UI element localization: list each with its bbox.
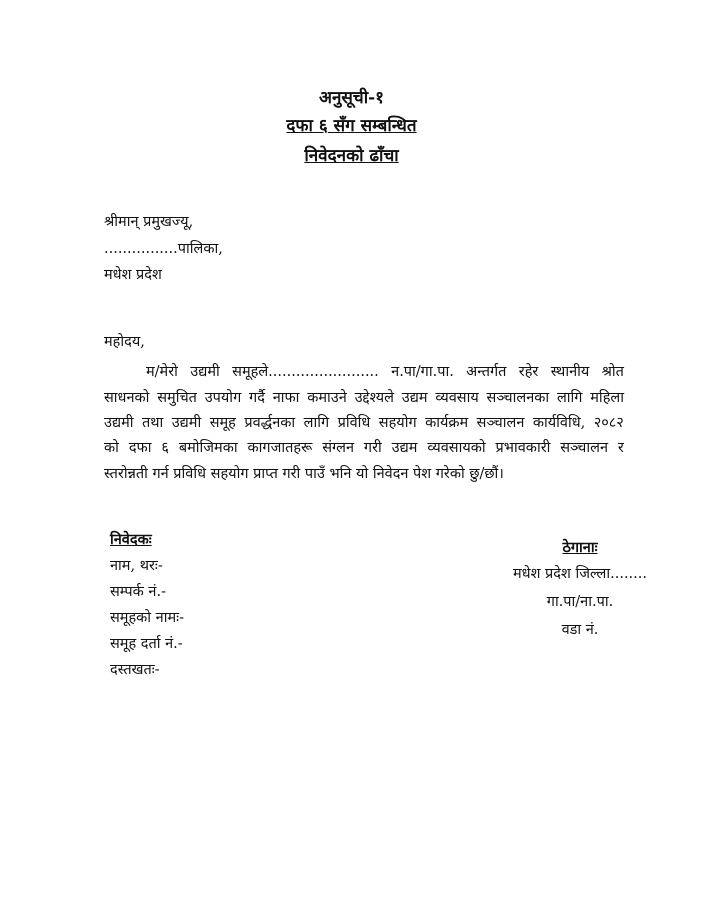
body-word: नाफा bbox=[272, 390, 300, 406]
body-word: लागि bbox=[556, 390, 583, 406]
applicant-title: निवेदकः bbox=[110, 531, 152, 548]
body-word: सञ्चालन bbox=[476, 415, 525, 431]
ward-line: वडा नं. bbox=[561, 622, 599, 638]
annex-heading bbox=[0, 86, 703, 110]
body-word: कार्यविधि, bbox=[532, 415, 586, 431]
province-line: मधेश प्रदेश bbox=[104, 267, 162, 283]
body-word: कागजातहरू bbox=[247, 440, 313, 456]
contact-field-label: सम्पर्क नं.- bbox=[110, 584, 166, 600]
body-word: गरी bbox=[363, 440, 382, 456]
body-word: उद्यम bbox=[391, 440, 418, 456]
section-reference: दफा ६ सँग सम्बन्धित bbox=[286, 116, 417, 136]
body-word: कार्यक्रम bbox=[425, 415, 469, 431]
body-word: ६ bbox=[161, 440, 169, 456]
group-name-field-label: समूहको नामः- bbox=[110, 610, 184, 626]
group-reg-field-label: समूह दर्ता नं.- bbox=[110, 636, 183, 652]
body-word: व्यवसाय bbox=[435, 390, 479, 406]
signature-field-label: दस्तखतः- bbox=[110, 662, 160, 678]
body-word: गर्दै bbox=[249, 390, 265, 406]
body-word: को bbox=[104, 440, 119, 456]
form-title-heading bbox=[0, 144, 703, 168]
body-word: न.पा/गा.पा. bbox=[391, 364, 454, 380]
address-block bbox=[490, 538, 670, 648]
body-line-5: स्तरोन्नती गर्न प्रविधि सहयोग प्राप्त गरी पाउँ भनि यो निवेदन पेश गरेको छु/छौं। bbox=[104, 466, 504, 482]
body-word: बमोजिमका bbox=[178, 440, 238, 456]
body-line-1 bbox=[146, 362, 624, 382]
body-word: उद्देश्यले bbox=[354, 390, 394, 406]
body-word: र bbox=[617, 440, 624, 456]
municipality-line: ................पालिका, bbox=[104, 241, 223, 257]
municipality-type-line: गा.पा/ना.पा. bbox=[546, 594, 614, 610]
body-word: उपयोग bbox=[204, 390, 242, 406]
body-word: संग्लन bbox=[322, 440, 354, 456]
annex-number: अनुसूची-१ bbox=[318, 88, 384, 108]
body-word: रहेर bbox=[518, 364, 539, 380]
body-word: सञ्चालन bbox=[560, 440, 609, 456]
body-word: कमाउने bbox=[307, 390, 347, 406]
district-line: मधेश प्रदेश जिल्ला........ bbox=[513, 566, 647, 582]
body-word: प्रभावकारी bbox=[495, 440, 551, 456]
body-line-4 bbox=[104, 438, 624, 458]
body-word: साधनको bbox=[104, 390, 150, 406]
applicant-block bbox=[110, 530, 184, 686]
body-word: उद्यमी bbox=[104, 415, 134, 431]
address-title: ठेगानाः bbox=[562, 539, 598, 556]
body-word: सहयोग bbox=[378, 415, 417, 431]
body-word: स्थानीय bbox=[550, 364, 590, 380]
form-title: निवेदनको ढाँचा bbox=[304, 146, 399, 166]
section-reference-heading bbox=[0, 114, 703, 138]
body-word: उद्यम bbox=[401, 390, 428, 406]
recipient-line: श्रीमान् प्रमुखज्यू, bbox=[104, 214, 194, 230]
body-word: उद्यमी bbox=[190, 364, 220, 380]
body-word: श्रोत bbox=[601, 364, 624, 380]
body-word: उद्यमी bbox=[171, 415, 202, 431]
body-word: म/मेरो bbox=[146, 364, 178, 380]
name-field-label: नाम, थरः- bbox=[110, 558, 163, 574]
body-word: समूह bbox=[209, 415, 236, 431]
body-word: लागि bbox=[303, 415, 330, 431]
body-word: व्यवसायको bbox=[427, 440, 486, 456]
body-word: अन्तर्गत bbox=[466, 364, 507, 380]
body-line-3 bbox=[104, 413, 624, 433]
body-word: २०८२ bbox=[593, 415, 624, 431]
body-word: महिला bbox=[590, 390, 624, 406]
body-line-2 bbox=[104, 388, 624, 408]
body-word: समुचित bbox=[157, 390, 197, 406]
body-word: तथा bbox=[141, 415, 164, 431]
body-word: प्रवर्द्धनका bbox=[244, 415, 296, 431]
body-word: प्रविधि bbox=[337, 415, 371, 431]
salutation: महोदय, bbox=[104, 334, 145, 350]
body-word: दफा bbox=[128, 440, 152, 456]
body-word: सञ्चालनका bbox=[486, 390, 550, 406]
body-word: समूहले........................ bbox=[232, 364, 379, 380]
